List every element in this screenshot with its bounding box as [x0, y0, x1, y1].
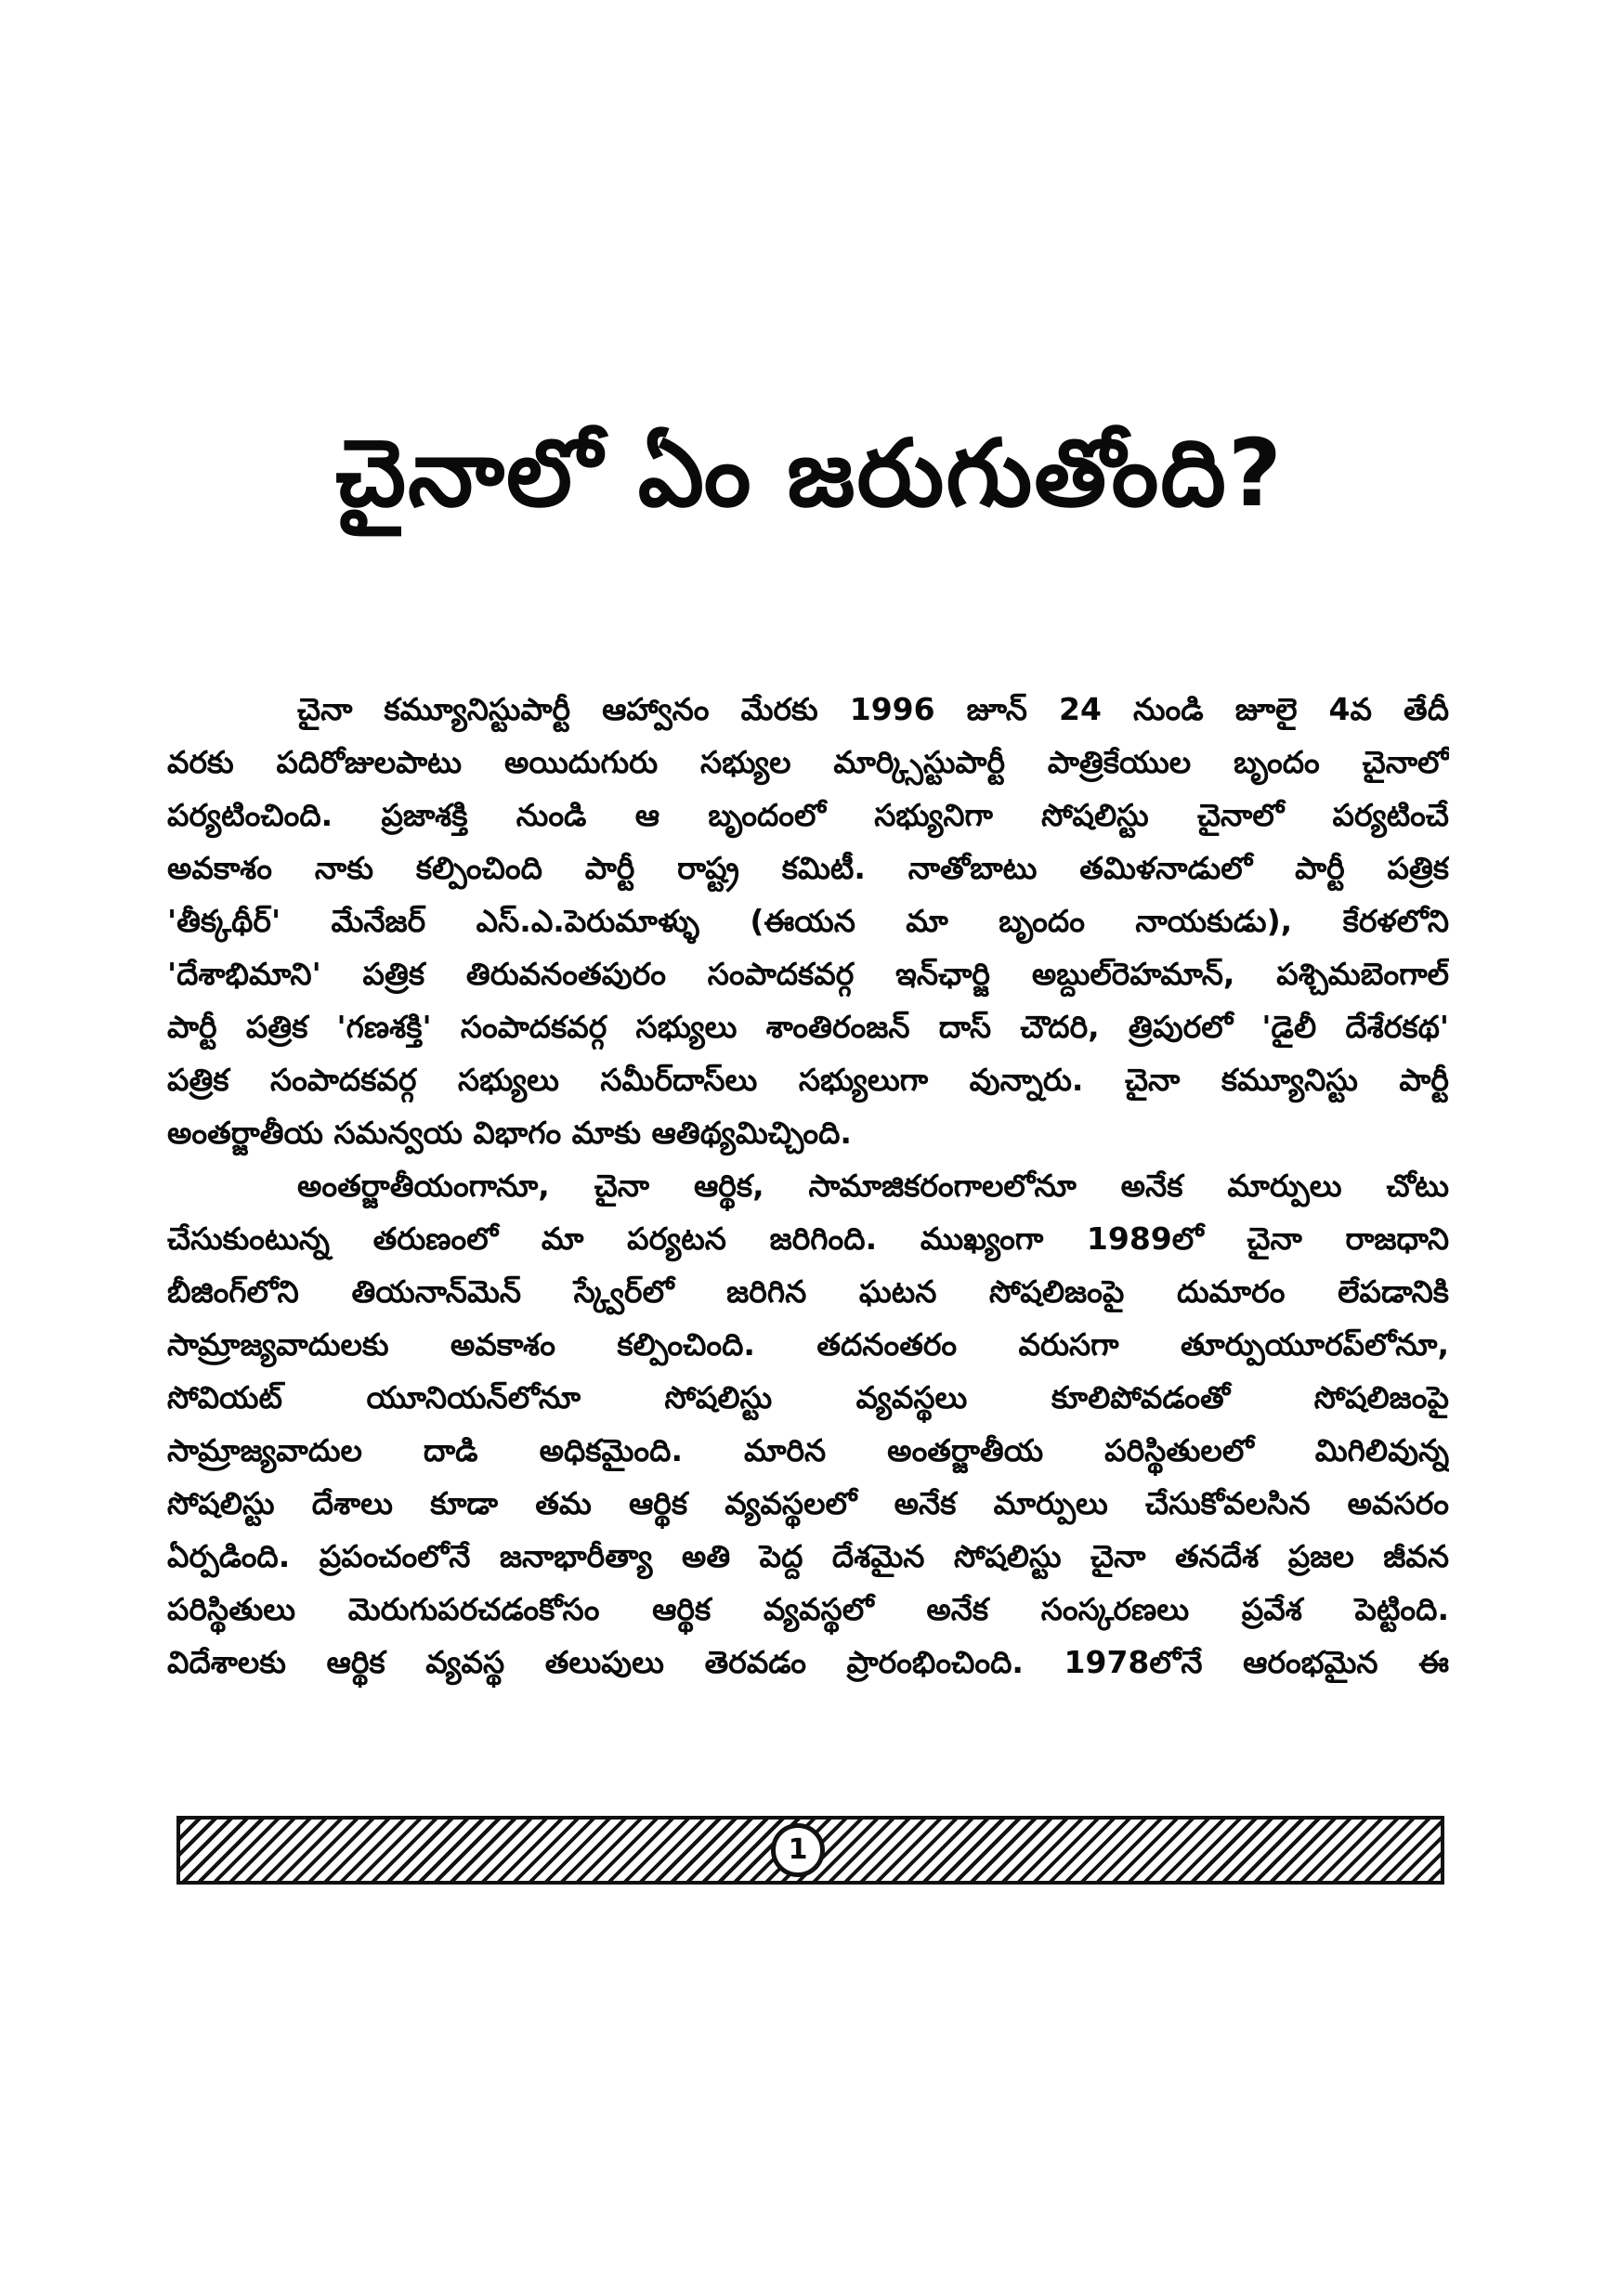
body-text: [167, 683, 1449, 1689]
text-line: చైనా కమ్యూనిస్టుపార్టీ ఆహ్వానం మేరకు 1996 జూన్ 24 నుండి జూలై 4వ తేదీ: [297, 691, 1449, 727]
text-line: అవకాశం నాకు కల్పించింది పార్టీ రాష్ట్ర కమిటీ. నాతోబాటు తమిళనాడులో పార్టీ పత్రిక: [167, 850, 1449, 886]
text-line: సోవియట్ యూనియన్‌లోనూ సోషలిస్టు వ్యవస్థలు కూలిపోవడంతో సోషలిజంపై: [167, 1379, 1449, 1415]
text-line: 'దేశాభిమాని' పత్రిక తిరువనంతపురం సంపాదకవర్గ ఇన్‌ఛార్జి అబ్దుల్‌రెహమాన్, పశ్చిమబెంగాల్: [167, 956, 1449, 992]
text-line: సామ్రాజ్యవాదుల దాడి అధికమైంది. మారిన అంతర్జాతీయ పరిస్థితులలో మిగిలివున్న: [167, 1432, 1449, 1468]
page-title: చైనాలో ఏం జరుగుతోంది?: [335, 419, 1284, 528]
text-line: అంతర్జాతీయ సమన్వయ విభాగం మాకు ఆతిథ్యమిచ్చింది.: [167, 1115, 852, 1151]
text-line: సోషలిస్టు దేశాలు కూడా తమ ఆర్థిక వ్యవస్థలలో అనేక మార్పులు చేసుకోవలసిన అవసరం: [167, 1485, 1449, 1521]
text-line: ఏర్పడింది. ప్రపంచంలోనే జనాభారీత్యా అతి పెద్ద దేశమైన సోషలిస్టు చైనా తనదేశ ప్రజల జీవన: [167, 1538, 1449, 1574]
text-line: పార్టీ పత్రిక 'గణశక్తి' సంపాదకవర్గ సభ్యులు శాంతిరంజన్ దాస్ చౌదరి, త్రిపురలో 'డైలీ దేశేరకథ': [167, 1009, 1449, 1045]
text-line: సామ్రాజ్యవాదులకు అవకాశం కల్పించింది. తదనంతరం వరుసగా తూర్పుయూరప్‌లోనూ,: [167, 1326, 1449, 1363]
text-line: పత్రిక సంపాదకవర్గ సభ్యులు సమీర్‌దాస్‌లు సభ్యులుగా వున్నారు. చైనా కమ్యూనిస్టు పార్టీ: [167, 1062, 1449, 1098]
text-line: పర్యటించింది. ప్రజాశక్తి నుండి ఆ బృందంలో సభ్యునిగా సోషలిస్టు చైనాలో పర్యటించే: [167, 797, 1449, 833]
text-line: పరిస్థితులు మెరుగుపరచడంకోసం ఆర్థిక వ్యవస్థలో అనేక సంస్కరణలు ప్రవేశ పెట్టింది.: [167, 1591, 1449, 1627]
text-line: 'తీక్కథీర్' మేనేజర్ ఎస్.ఎ.పెరుమాళ్ళు (ఈయన మా బృందం నాయకుడు), కేరళలోని: [167, 903, 1449, 939]
text-line: అంతర్జాతీయంగానూ, చైనా ఆర్థిక, సామాజికరంగాలలోనూ అనేక మార్పులు చోటు: [297, 1168, 1449, 1204]
page-number: 1: [771, 1823, 825, 1877]
text-line: బీజింగ్‌లోని తియనాన్‌మెన్ స్క్వేర్‌లో జరిగిన ఘటన సోషలిజంపై దుమారం లేపడానికి: [167, 1273, 1449, 1310]
text-line: చేసుకుంటున్న తరుణంలో మా పర్యటన జరిగింది. ముఖ్యంగా 1989లో చైనా రాజధాని: [167, 1220, 1449, 1257]
text-line: వరకు పదిరోజులపాటు అయిదుగురు సభ్యుల మార్క్సిస్టుపార్టీ పాత్రికేయుల బృందం చైనాలో: [167, 744, 1449, 780]
text-line: విదేశాలకు ఆర్థిక వ్యవస్థ తలుపులు తెరవడం ప్రారంభించింది. 1978లోనే ఆరంభమైన ఈ: [167, 1644, 1449, 1680]
